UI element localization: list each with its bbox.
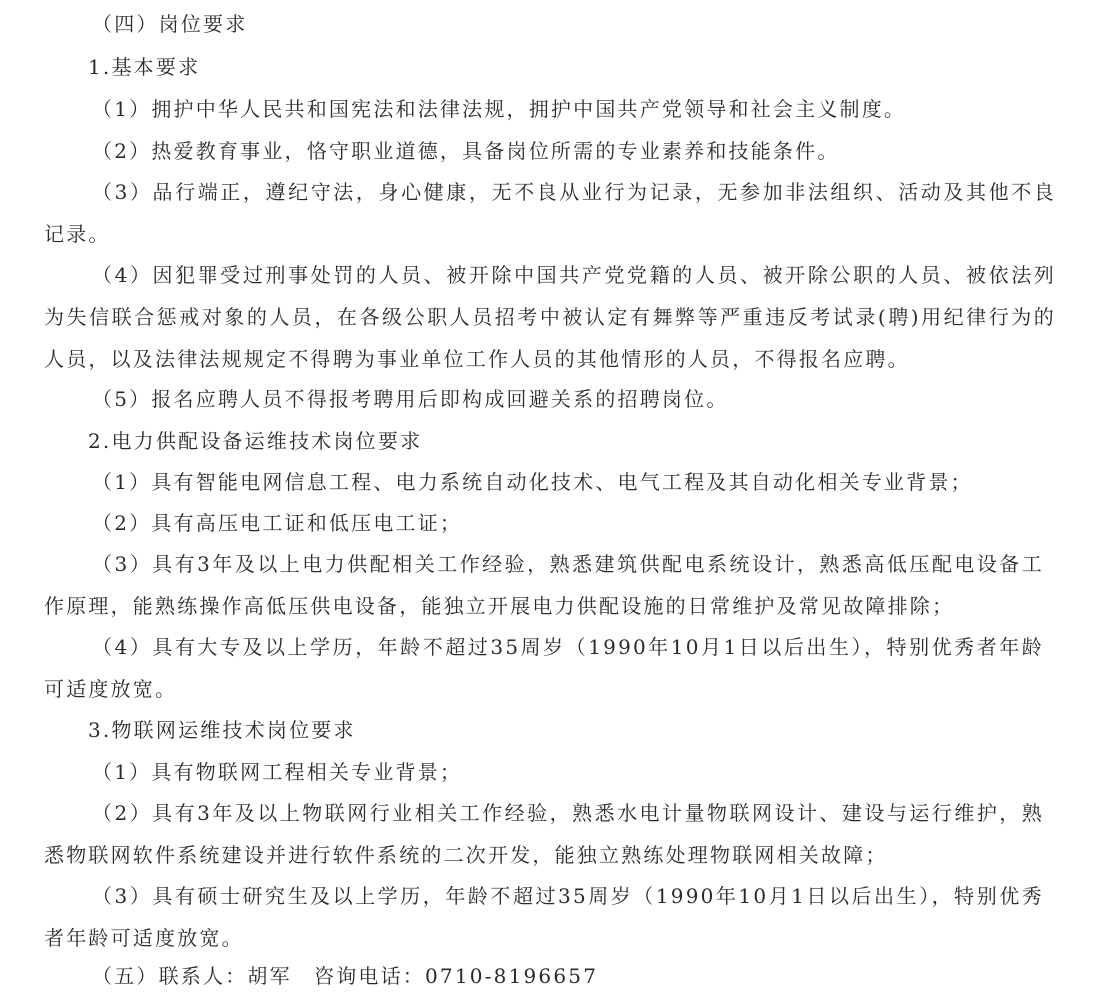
subsection-title-power: 2.电力供配设备运维技术岗位要求	[88, 429, 423, 453]
iot-requirement-2: （2）具有3年及以上物联网行业相关工作经验，熟悉水电计量物联网设计、建设与运行维护，熟悉物联网软件系统建设并进行软件系统的二次开发，能独立熟练处理物联网相关故障；	[44, 801, 1044, 867]
basic-requirement-5: （5）报名应聘人员不得报考聘用后即构成回避关系的招聘岗位。	[92, 387, 729, 411]
basic-requirement-4: （4）因犯罪受过刑事处罚的人员、被开除中国共产党党籍的人员、被开除公职的人员、被依法列为失信联合惩戒对象的人员，在各级公职人员招考中被认定有舞弊等严重违反考试录(聘)用纪律行为的人员，以及法律法规规定不得聘为事业单位工作人员的其他情形的人员，不得报名应聘。	[44, 263, 1056, 371]
power-requirement-1: （1）具有智能电网信息工程、电力系统自动化技术、电气工程及其自动化相关专业背景；	[92, 470, 973, 494]
iot-requirement-1: （1）具有物联网工程相关专业背景；	[92, 760, 463, 784]
power-requirement-4: （4）具有大专及以上学历，年龄不超过35周岁（1990年10月1日以后出生），特别优秀者年龄可适度放宽。	[44, 635, 1044, 701]
basic-requirement-1: （1）拥护中华人民共和国宪法和法律法规，拥护中国共产党领导和社会主义制度。	[92, 97, 907, 121]
subsection-title-basic: 1.基本要求	[88, 55, 201, 79]
section-heading: （四）岗位要求	[92, 12, 248, 36]
power-requirement-3: （3）具有3年及以上电力供配相关工作经验，熟悉建筑供配电系统设计，熟悉高低压配电设备工作原理，能熟练操作高低压供电设备，能独立开展电力供配设施的日常维护及常见故障排除；	[44, 552, 1044, 618]
basic-requirement-2: （2）热爱教育事业，恪守职业道德，具备岗位所需的专业素养和技能条件。	[92, 139, 840, 163]
basic-requirement-3: （3）品行端正，遵纪守法，身心健康，无不良从业行为记录，无参加非法组织、活动及其他不良记录。	[44, 180, 1056, 246]
subsection-title-iot: 3.物联网运维技术岗位要求	[88, 718, 356, 742]
iot-requirement-3: （3）具有硕士研究生及以上学历，年龄不超过35周岁（1990年10月1日以后出生），特别优秀者年龄可适度放宽。	[44, 884, 1044, 950]
contact-line: （五）联系人：胡军 咨询电话：0710-8196657	[92, 964, 599, 988]
power-requirement-2: （2）具有高压电工证和低压电工证；	[92, 511, 463, 535]
